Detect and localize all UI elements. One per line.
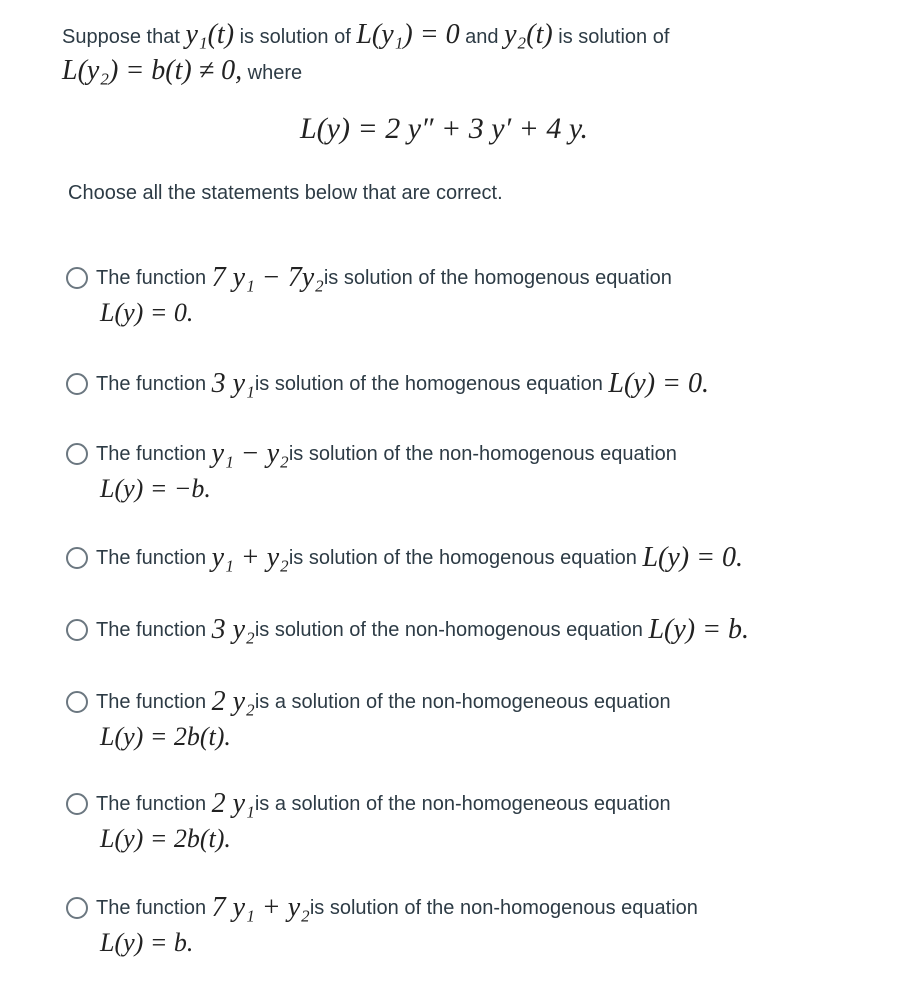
answer-option-6[interactable] xyxy=(66,686,856,752)
answer-option-7[interactable] xyxy=(66,788,856,854)
checkbox-3[interactable] xyxy=(66,443,88,465)
option-1-eq: L(y) = 0. xyxy=(100,298,194,327)
prompt-text-5: where xyxy=(242,62,303,84)
answer-option-4[interactable] xyxy=(66,542,856,574)
prompt-y1: y₁(t) xyxy=(185,19,235,50)
answer-option-3[interactable] xyxy=(66,438,856,504)
prompt-eq1: L(y₁) = 0 xyxy=(356,19,460,50)
answer-option-5[interactable] xyxy=(66,614,856,646)
prompt-text-2: is solution of xyxy=(234,26,357,48)
prompt-y2: y₂(t) xyxy=(504,19,553,50)
checkbox-8[interactable] xyxy=(66,897,88,919)
option-2-pre: The function xyxy=(96,372,207,395)
option-1-post: is solution of the homogenous equation xyxy=(323,266,672,289)
option-5-post: is solution of the non-homogenous equation xyxy=(254,618,643,641)
option-3-expr: y₁ − y₂ xyxy=(211,438,289,469)
option-7-expr: 2 y₁ xyxy=(211,788,255,819)
option-7-pre: The function xyxy=(96,792,207,815)
option-7-eq: L(y) = 2b(t). xyxy=(100,824,231,853)
checkbox-7[interactable] xyxy=(66,793,88,815)
option-8-pre: The function xyxy=(96,896,207,919)
option-4-pre: The function xyxy=(96,546,207,569)
option-2-expr: 3 y₁ xyxy=(211,368,255,399)
option-8-post: is solution of the non-homogenous equation xyxy=(309,896,698,919)
option-5-pre: The function xyxy=(96,618,207,641)
option-6-post: is a solution of the non-homogeneous equation xyxy=(254,690,671,713)
prompt-text-1: Suppose that xyxy=(62,26,186,48)
option-3-eq: L(y) = −b. xyxy=(100,474,211,503)
option-2-eq: L(y) = 0. xyxy=(608,368,709,399)
answer-option-2[interactable] xyxy=(66,368,856,400)
prompt-text-4: is solution of xyxy=(552,26,670,48)
display-equation: L(y) = 2 y″ + 3 y′ + 4 y. xyxy=(300,112,589,145)
option-4-expr: y₁ + y₂ xyxy=(211,542,289,573)
option-1-expr: 7 y₁ − 7y₂ xyxy=(211,262,324,293)
answer-option-8[interactable] xyxy=(66,892,856,958)
option-1-pre: The function xyxy=(96,266,207,289)
instruction-text: Choose all the statements below that are correct. xyxy=(68,182,503,204)
checkbox-2[interactable] xyxy=(66,373,88,395)
question-prompt xyxy=(62,18,882,90)
option-8-eq: L(y) = b. xyxy=(100,928,194,957)
prompt-eq2: L(y₂) = b(t) ≠ 0, xyxy=(62,55,243,86)
option-6-expr: 2 y₂ xyxy=(211,686,255,717)
option-4-post: is solution of the homogenous equation xyxy=(288,546,637,569)
option-5-expr: 3 y₂ xyxy=(211,614,255,645)
checkbox-4[interactable] xyxy=(66,547,88,569)
option-8-expr: 7 y₁ + y₂ xyxy=(211,892,310,923)
checkbox-6[interactable] xyxy=(66,691,88,713)
option-5-eq: L(y) = b. xyxy=(648,614,749,645)
option-7-post: is a solution of the non-homogeneous equation xyxy=(254,792,671,815)
checkbox-1[interactable] xyxy=(66,267,88,289)
answer-option-1[interactable] xyxy=(66,262,856,328)
option-3-pre: The function xyxy=(96,442,207,465)
checkbox-5[interactable] xyxy=(66,619,88,641)
option-6-eq: L(y) = 2b(t). xyxy=(100,722,231,751)
option-2-post: is solution of the homogenous equation xyxy=(254,372,603,395)
option-4-eq: L(y) = 0. xyxy=(642,542,743,573)
option-3-post: is solution of the non-homogenous equation xyxy=(288,442,677,465)
prompt-text-3: and xyxy=(459,26,505,48)
option-6-pre: The function xyxy=(96,690,207,713)
